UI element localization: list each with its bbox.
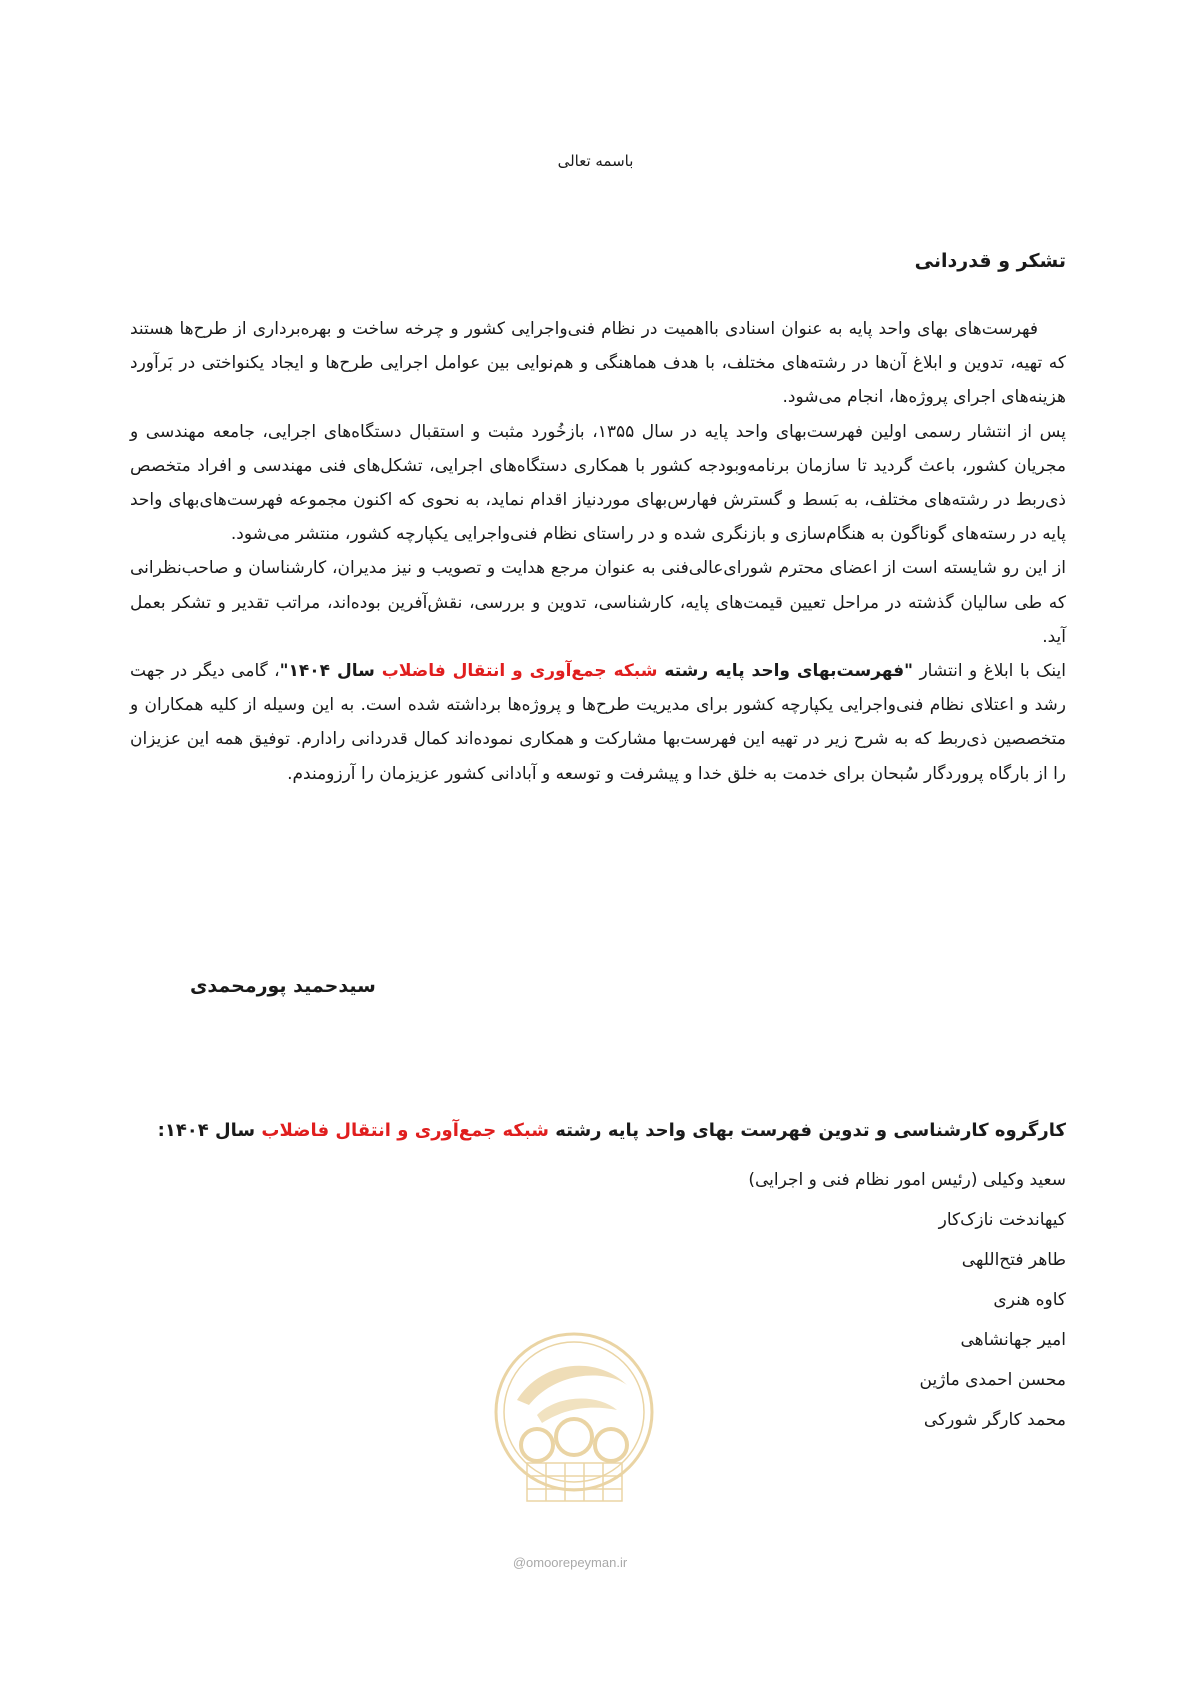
signature-name: سیدحمید پورمحمدی <box>190 975 376 997</box>
logo-ring <box>496 1334 652 1490</box>
team-member: کاوه هنری <box>993 1290 1066 1310</box>
page-title: تشکر و قدردانی <box>914 250 1066 272</box>
paragraph-4-bold-title <box>280 661 913 681</box>
paragraph-4-bold-part1: "فهرست‌بهای واحد پایه رشته <box>657 661 914 682</box>
team-title-end: سال ۱۴۰۴: <box>157 1120 262 1141</box>
paragraph-4-start: اینک با ابلاغ و انتشار <box>913 661 1066 682</box>
team-member: محمد کارگر شورکی <box>923 1410 1066 1430</box>
acknowledgement-body <box>130 312 1066 791</box>
gear-icon <box>595 1429 627 1461</box>
logo-inner-ring <box>504 1342 644 1482</box>
team-member: محسن احمدی ماژین <box>919 1370 1066 1390</box>
paragraph-4-red-discipline: شبکه جمع‌آوری و انتقال فاضلاب <box>381 661 658 682</box>
gear-icons <box>521 1419 627 1461</box>
paragraph-2: پس از انتشار رسمی اولین فهرست‌بهای واحد پایه در سال ۱۳۵۵، بازخُورد مثبت و استقبال دستگاه‌های اجرایی، جامعه مهندسی و مجریان کشور، باعث گردید تا سازمان برنامه‌وبودجه کشور با همکاری دستگاه‌های اجرایی، تشکل‌های فنی مهندسی و افراد متخصص ذی‌ربط در رشته‌های مختلف، به بَسط و گسترش فهارس‌بهای موردنیاز اقدام نماید، به نحوی که اکنون مجموعه فهرست‌های‌بهای واحد پایه در رسته‌های گوناگون به هنگام‌سازی و بازنگری شده و در راستای نظام فنی‌واجرایی یکپارچه کشور، منتشر می‌شود. <box>130 421 1066 545</box>
paragraph-4 <box>130 654 1066 791</box>
watermark-logo <box>487 1325 662 1575</box>
paragraph-1: فهرست‌های بهای واحد پایه به عنوان اسنادی بااهمیت در نظام فنی‌واجرایی کشور و چرخه ساخت و بهره‌برداری از طرح‌ها هستند که تهیه، تدوین و ابلاغ آن‌ها در رشته‌های مختلف، با هدف هماهنگی و هم‌نوایی بین عوامل اجرایی طرح‌ها و ایجاد یکنواختی در بَرآورد هزینه‌های اجرای پروژه‌ها، انجام می‌شود. <box>130 319 1066 408</box>
team-member: سعید وکیلی (رئیس امور نظام فنی و اجرایی) <box>748 1170 1066 1190</box>
gear-icon <box>521 1429 553 1461</box>
bismillah-heading: باسمه تعالی <box>557 152 634 170</box>
team-member: امیر جهانشاهی <box>960 1330 1066 1350</box>
team-member: طاهر فتح‌اللهی <box>961 1250 1066 1270</box>
team-members-list <box>748 1160 1066 1440</box>
team-title <box>158 1120 1066 1141</box>
paragraph-4-bold-part2: سال ۱۴۰۴" <box>279 661 382 682</box>
gear-icon <box>556 1419 592 1455</box>
team-member: کیهاندخت نازک‌کار <box>938 1210 1066 1230</box>
paragraph-3: از این رو شایسته است از اعضای محترم شورای‌عالی‌فنی به عنوان مرجع هدایت و تصویب و نیز مدیران، کارشناسان و صاحب‌نظرانی که طی سالیان گذشته در مراحل تعیین قیمت‌های پایه، کارشناسی، تدوین و بررسی، نقش‌آفرین بوده‌اند، مراتب تقدیر و تشکر بعمل آید. <box>130 558 1066 647</box>
team-title-red-discipline: شبکه جمع‌آوری و انتقال فاضلاب <box>261 1120 549 1141</box>
paragraph-4-end: ، گامی دیگر در جهت رشد و اعتلای نظام فنی‌واجرایی یکپارچه کشور برای مدیریت طرح‌ها و پروژه‌ها برداشته شده است. به این وسیله از کلیه همکاران و متخصصین ذی‌ربط که به شرح زیر در تهیه این فهرست‌بها مشارکت و همکاری نموده‌اند کمال قدردانی رادارم. توفیق همه این عزیزان را از بارگاه پروردگار سُبحان برای خدمت به خلق خدا و پیشرفت و توسعه و آبادانی کشور عزیزمان را آرزومندم. <box>130 661 1066 784</box>
watermark-url: @omoorepeyman.ir <box>512 1555 628 1570</box>
team-title-start: کارگروه کارشناسی و تدوین فهرست بهای واحد پایه رشته <box>548 1120 1066 1141</box>
